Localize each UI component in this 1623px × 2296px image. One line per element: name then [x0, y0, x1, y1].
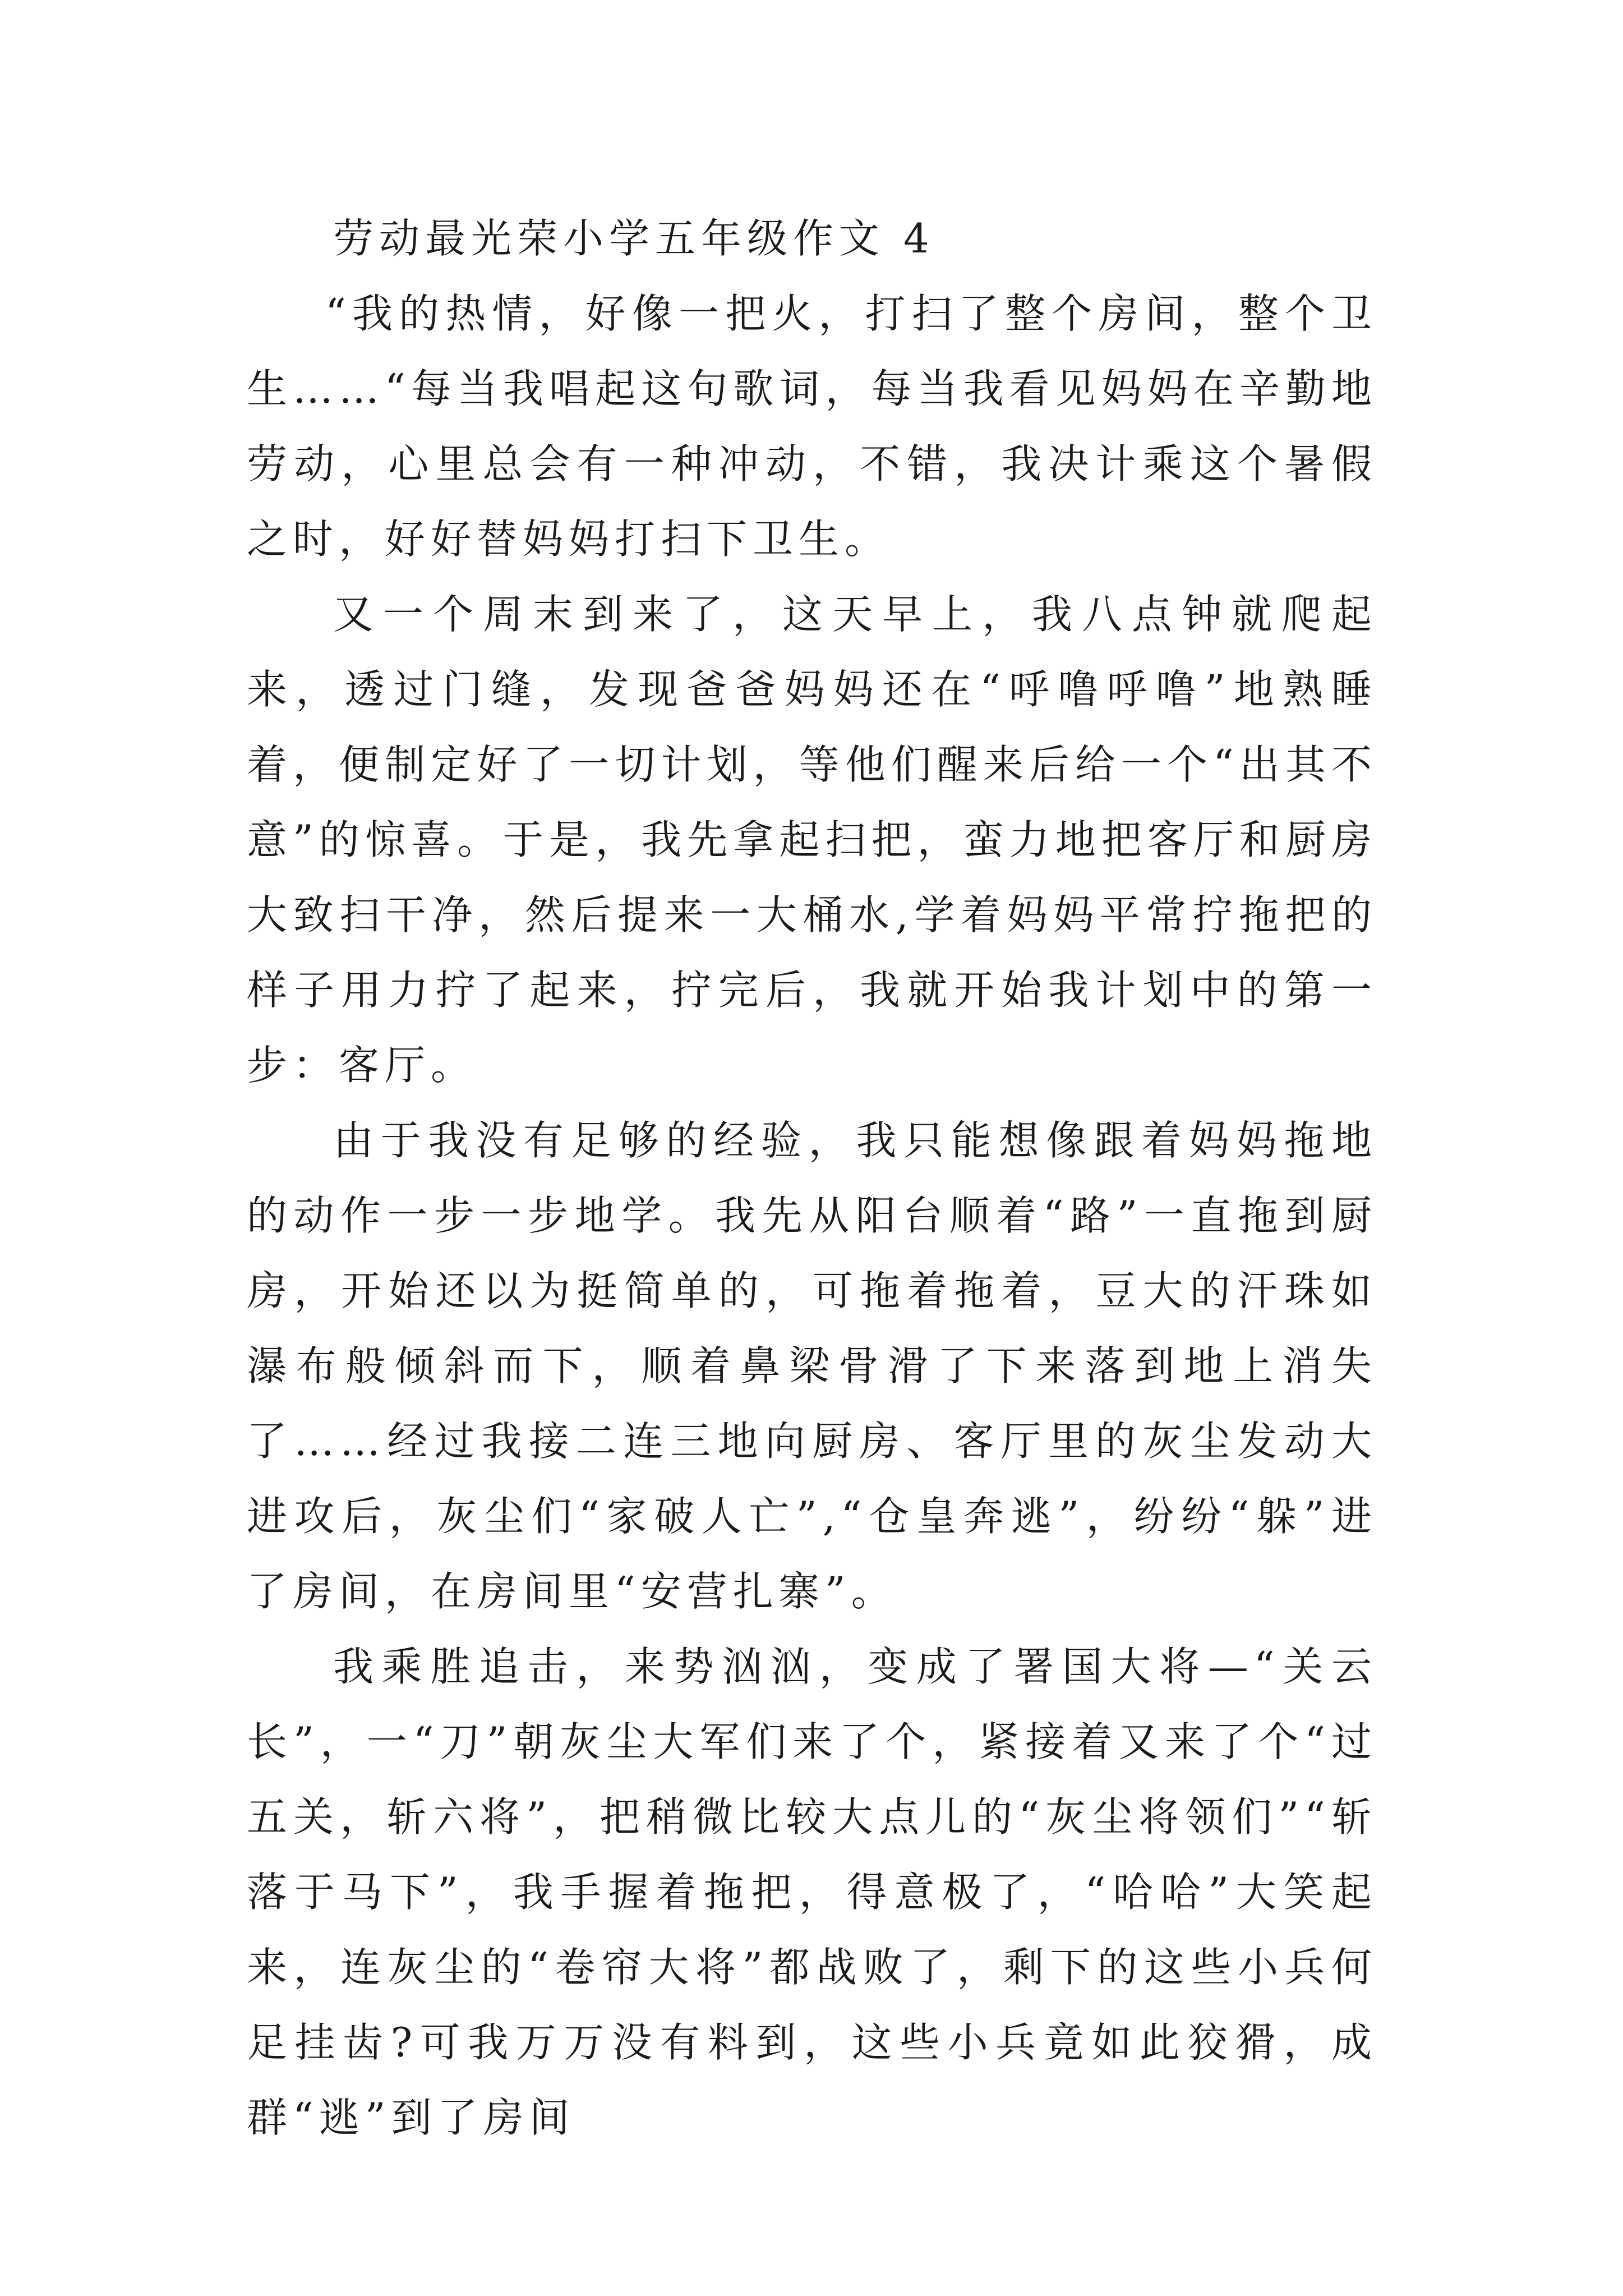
- essay-body: [247, 201, 1377, 2155]
- paragraph-2: 又一个周末到来了，这天早上，我八点钟就爬起来，透过门缝，发现爸爸妈妈还在“呼噜呼噜”地熟睡着，便制定好了一切计划，等他们醒来后给一个“出其不意”的惊喜。于是，我先拿起扫把，蛮力地把客厅和厨房大致扫干净，然后提来一大桶水,学着妈妈平常拧拖把的样子用力拧了起来，拧完后，我就开始我计划中的第一步：客厅。: [247, 591, 1377, 1089]
- paragraph-3: 由于我没有足够的经验，我只能想像跟着妈妈拖地的动作一步一步地学。我先从阳台顺着“路”一直拖到厨房，开始还以为挺简单的，可拖着拖着，豆大的汗珠如瀑布般倾斜而下，顺着鼻梁骨滑了下来落到地上消失了……经过我接二连三地向厨房、客厅里的灰尘发动大进攻后，灰尘们“家破人亡”,“仓皇奔逃”，纷纷“躲”进了房间，在房间里“安营扎寨”。: [247, 1117, 1377, 1615]
- essay-title: 劳动最光荣小学五年级作文 4: [333, 215, 935, 262]
- paragraph-4: 我乘胜追击，来势汹汹，变成了署国大将—“关云长”，一“刀”朝灰尘大军们来了个，紧接着又来了个“过五关，斩六将”，把稍微比较大点儿的“灰尘将领们”“斩落于马下”，我手握着拖把，得意极了，“哈哈”大笑起来，连灰尘的“卷帘大将”都战败了，剩下的这些小兵何足挂齿?可我万万没有料到，这些小兵竟如此狡猾，成群“逃”到了房间: [247, 1643, 1377, 2141]
- paragraph-1: “我的热情，好像一把火，打扫了整个房间，整个卫生……“每当我唱起这句歌词，每当我看见妈妈在辛勤地劳动，心里总会有一种冲动，不错，我决计乘这个暑假之时，好好替妈妈打扫下卫生。: [247, 290, 1377, 563]
